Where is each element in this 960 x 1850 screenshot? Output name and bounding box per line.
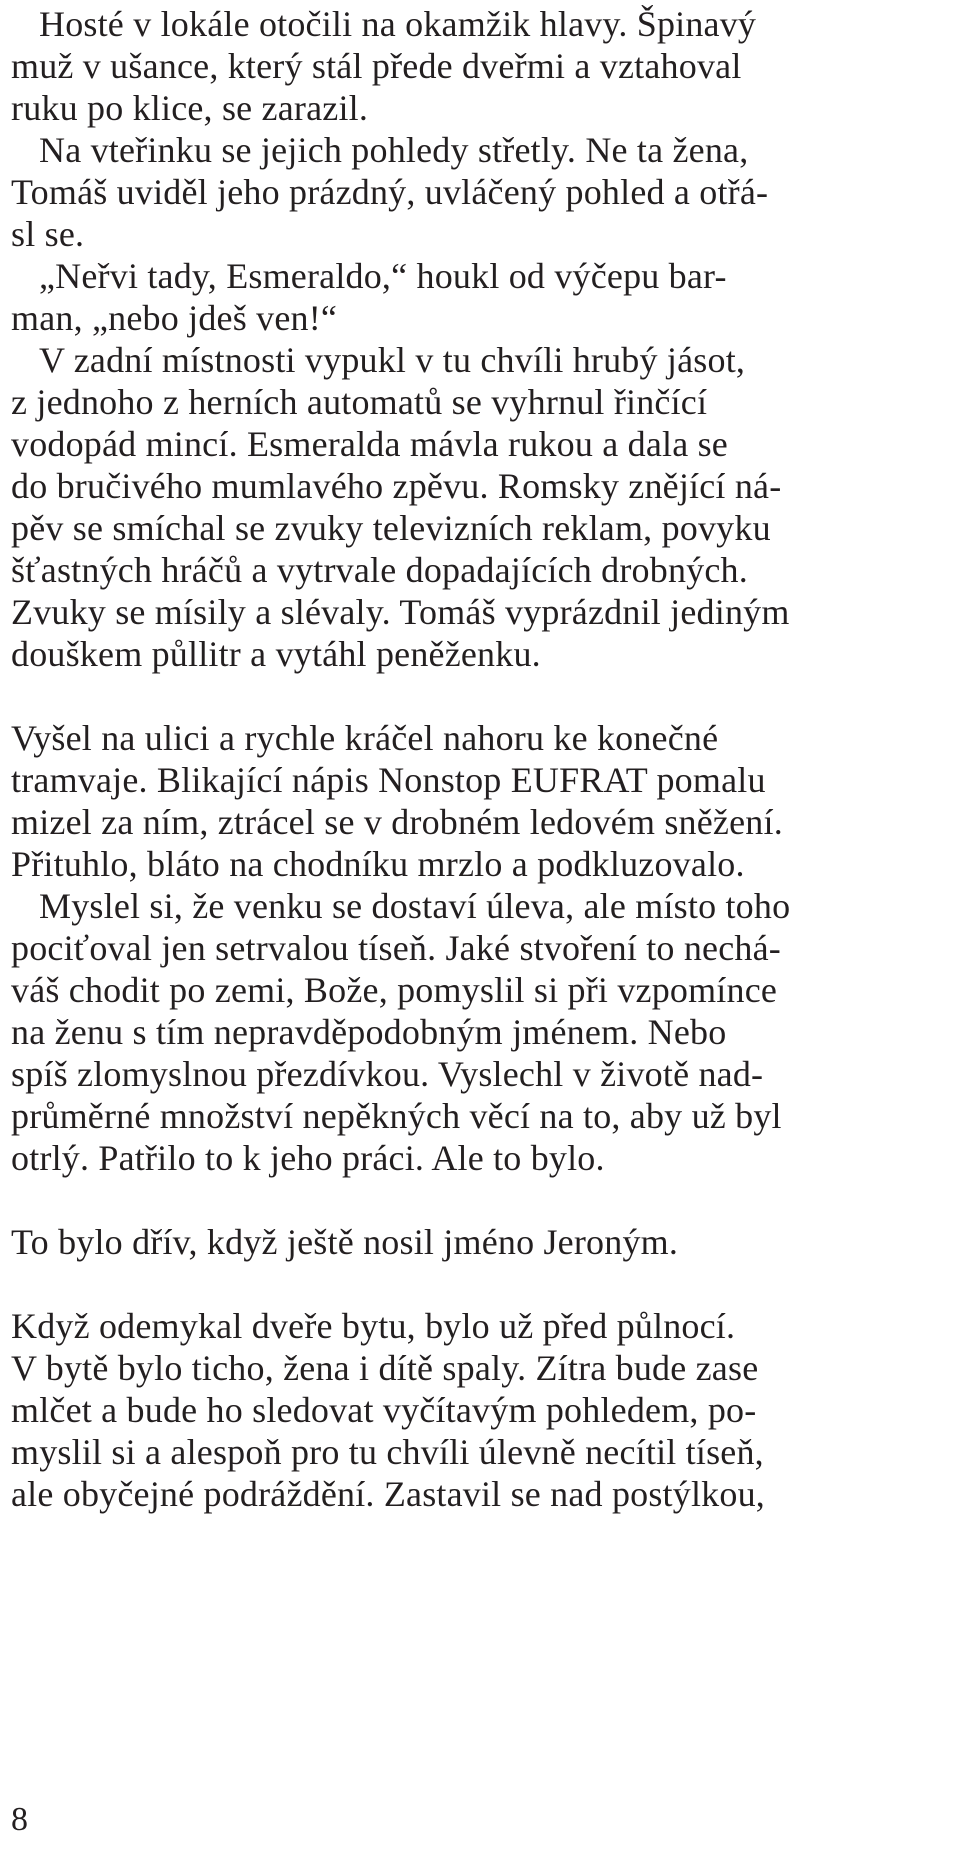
text-line: na ženu s tím nepravděpodobným jménem. Nebo	[11, 1012, 727, 1052]
text-line: Zvuky se mísily a slévaly. Tomáš vyprázdnil jediným	[11, 592, 790, 632]
text-line: pociťoval jen setrvalou tíseň. Jaké stvoření to nechá-	[11, 928, 781, 968]
text-line: otrlý. Patřilo to k jeho práci. Ale to bylo.	[11, 1138, 605, 1178]
text-line: Vyšel na ulici a rychle kráčel nahoru ke konečné	[11, 718, 719, 758]
text-line: Tomáš uviděl jeho prázdný, uvláčený pohled a otřá-	[11, 172, 769, 212]
text-line: mlčet a bude ho sledovat vyčítavým pohledem, po-	[11, 1390, 757, 1430]
text-line: „Neřvi tady, Esmeraldo,“ houkl od výčepu bar-	[39, 256, 727, 296]
text-line: sl se.	[11, 214, 85, 254]
text-line: ale obyčejné podráždění. Zastavil se nad postýlkou,	[11, 1474, 765, 1514]
text-line: tramvaje. Blikající nápis Nonstop EUFRAT pomalu	[11, 760, 766, 800]
text-line: man, „nebo jdeš ven!“	[11, 298, 338, 338]
text-line: Na vteřinku se jejich pohledy střetly. Ne ta žena,	[39, 130, 749, 170]
text-line: Hosté v lokále otočili na okamžik hlavy. Špinavý	[39, 4, 757, 44]
text-line: vodopád mincí. Esmeralda mávla rukou a dala se	[11, 424, 728, 464]
text-line: douškem půllitr a vytáhl peněženku.	[11, 634, 541, 674]
text-line: pěv se smíchal se zvuky televizních reklam, povyku	[11, 508, 771, 548]
text-line: šťastných hráčů a vytrvale dopadajících drobných.	[11, 550, 748, 590]
text-line: spíš zlomyslnou přezdívkou. Vyslechl v životě nad-	[11, 1054, 764, 1094]
text-line: V bytě bylo ticho, žena i dítě spaly. Zítra bude zase	[11, 1348, 759, 1388]
text-line: myslil si a alespoň pro tu chvíli úlevně necítil tíseň,	[11, 1432, 764, 1472]
page-number: 8	[11, 1801, 28, 1838]
text-line: průměrné množství nepěkných věcí na to, aby už byl	[11, 1096, 782, 1136]
text-line: váš chodit po zemi, Bože, pomyslil si při vzpomínce	[11, 970, 778, 1010]
text-line: To bylo dřív, když ještě nosil jméno Jeroným.	[11, 1222, 679, 1262]
text-line: Myslel si, že venku se dostaví úleva, ale místo toho	[39, 886, 791, 926]
text-line: z jednoho z herních automatů se vyhrnul řinčící	[11, 382, 708, 422]
text-line: mizel za ním, ztrácel se v drobném ledovém sněžení.	[11, 802, 783, 842]
text-line: do bručivého mumlavého zpěvu. Romsky znějící ná-	[11, 466, 782, 506]
text-line: Když odemykal dveře bytu, bylo už před půlnocí.	[11, 1306, 736, 1346]
text-line: muž v ušance, který stál přede dveřmi a vztahoval	[11, 46, 742, 86]
text-line: ruku po klice, se zarazil.	[11, 88, 369, 128]
text-line: Přituhlo, bláto na chodníku mrzlo a podkluzovalo.	[11, 844, 745, 884]
text-line: V zadní místnosti vypukl v tu chvíli hrubý jásot,	[39, 340, 746, 380]
